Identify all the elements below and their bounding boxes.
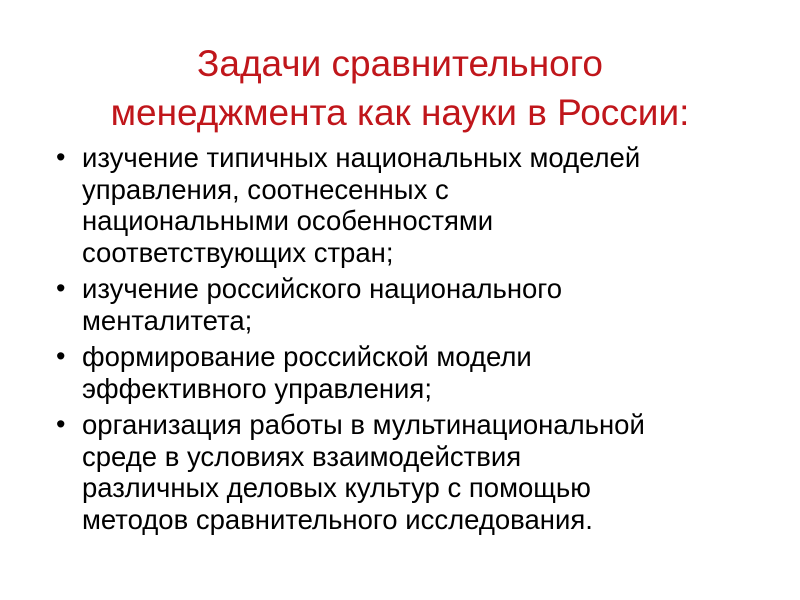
slide-title <box>40 39 760 137</box>
bullet-4-line-4: методов сравнительного исследования. <box>82 503 593 535</box>
slide-title-line-2: менеджмента как науки в России: <box>110 91 690 133</box>
bullet-item-3 <box>52 341 764 404</box>
bullet-4-line-3: различных деловых культур с помощью <box>82 472 591 503</box>
bullet-4-line-2: среде в условиях взаимодействия <box>82 440 522 472</box>
bullet-1-line-4: соответствующих стран; <box>82 236 394 268</box>
bullet-dot-icon: • <box>56 142 66 172</box>
bullet-item-1 <box>52 142 764 268</box>
bullet-2-line-1: изучение российского национального <box>82 273 563 304</box>
bullet-2-line-2: менталитета; <box>82 304 253 336</box>
bullet-1-line-2: управления, соотнесенных с <box>82 173 449 205</box>
bullet-3-line-2: эффективного управления; <box>82 372 432 404</box>
bullet-list <box>52 142 764 540</box>
bullet-4-line-1: организация работы в мультинациональной <box>82 409 645 440</box>
bullet-1-line-1: изучение типичных национальных моделей <box>82 142 641 173</box>
bullet-item-2 <box>52 273 764 336</box>
bullet-item-4 <box>52 409 764 535</box>
bullet-3-line-1: формирование российской модели <box>82 341 532 372</box>
bullet-dot-icon: • <box>56 273 66 303</box>
bullet-dot-icon: • <box>56 409 66 439</box>
slide-title-line-1: Задачи сравнительного <box>197 42 603 84</box>
bullet-dot-icon: • <box>56 341 66 371</box>
bullet-1-line-3: национальными особенностями <box>82 205 494 236</box>
